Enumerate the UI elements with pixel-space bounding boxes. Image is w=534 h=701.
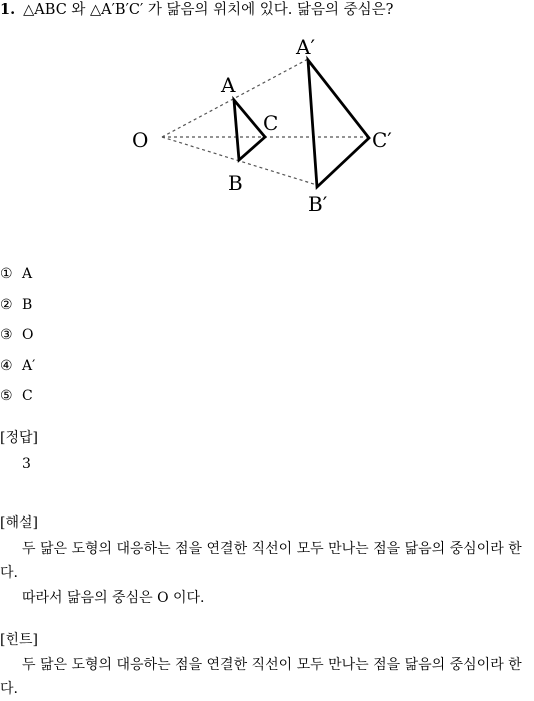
question (0, 1, 393, 19)
question-number: 1. (0, 1, 16, 18)
explanation-line-1: 두 닮은 도형의 대응하는 점을 연결한 직선이 모두 만나는 점을 닮음의 중심이라 한다. (0, 541, 522, 581)
similarity-figure (120, 30, 420, 220)
choice-1[interactable] (0, 265, 35, 296)
hint-line-1: 두 닮은 도형의 대응하는 점을 연결한 직선이 모두 만나는 점을 닮음의 중심이라 한다. (0, 657, 522, 697)
label-c: C (263, 111, 279, 135)
choice-text: O (22, 327, 34, 343)
triangle-a-prime-b-prime-c-prime (308, 60, 369, 187)
choice-text: A (22, 266, 33, 282)
explanation-conclusion (0, 586, 534, 610)
choice-2[interactable] (0, 296, 35, 327)
choice-text: B (22, 296, 33, 313)
answer-value: 3 (22, 456, 31, 472)
hint-label: [힌트] (0, 632, 38, 648)
choice-mark: ⑤ (0, 388, 13, 404)
label-o: O (132, 128, 149, 152)
choice-5[interactable] (0, 387, 35, 418)
question-text: △ABC 와 △A′B′C′ 가 닮음의 위치에 있다. 닮음의 중심은? (23, 2, 394, 18)
triangle-diagram (120, 30, 420, 220)
label-b-prime: B′ (308, 192, 328, 216)
label-a-prime: A′ (296, 35, 315, 59)
answer-label: [정답] (0, 430, 38, 446)
label-b: B (228, 171, 243, 195)
choice-4[interactable] (0, 357, 35, 388)
explanation-label: [해설] (0, 515, 38, 531)
choice-mark: ① (0, 266, 13, 282)
choice-3[interactable] (0, 326, 35, 357)
label-a: A (221, 73, 236, 97)
label-c-prime: C′ (372, 128, 392, 152)
triangle-abc (234, 100, 265, 160)
choice-mark: ② (0, 296, 13, 313)
choice-text: A′ (22, 357, 36, 374)
choice-list (0, 265, 35, 418)
choice-text: C (22, 388, 33, 404)
choice-mark: ④ (0, 357, 13, 374)
hint-text (0, 653, 534, 701)
explanation-text (0, 537, 534, 585)
explanation-line-2: 따라서 닮음의 중심은 O 이다. (22, 590, 205, 606)
choice-mark: ③ (0, 327, 13, 343)
